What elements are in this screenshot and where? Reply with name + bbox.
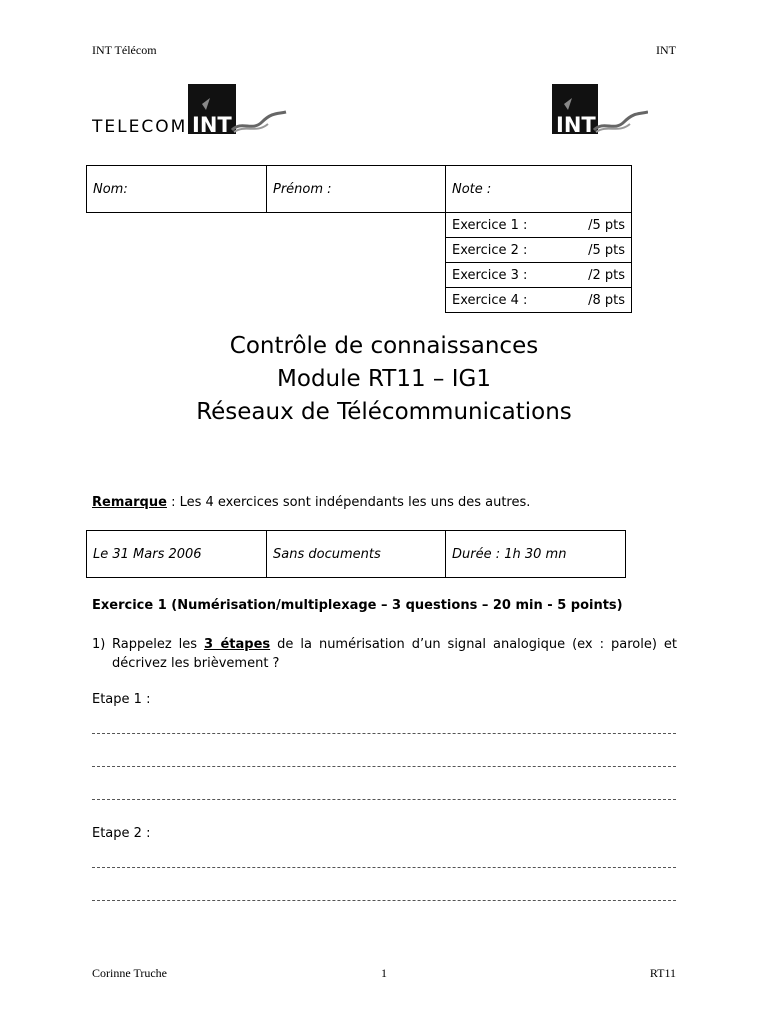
int-logo	[548, 84, 648, 136]
exercise-score-points: /8 pts	[588, 292, 625, 308]
nom-field[interactable]	[87, 166, 267, 213]
logo2-int-text: INT	[556, 113, 596, 136]
exercise-score-3[interactable]	[446, 263, 632, 288]
grade-table	[86, 165, 632, 313]
exercise-score-points: /5 pts	[588, 242, 625, 258]
prenom-label: Prénom :	[273, 181, 332, 197]
logo-telecom-text: TELECOM	[92, 117, 188, 136]
question-text-before: Rappelez les	[112, 637, 205, 652]
answer-line[interactable]	[92, 900, 676, 901]
answer-line[interactable]	[92, 799, 676, 800]
note-label: Note :	[452, 181, 492, 197]
title-line-3: Réseaux de Télécommunications	[196, 399, 572, 425]
question-number: 1)	[92, 637, 106, 652]
header-right: INT	[656, 43, 676, 57]
footer-course: RT11	[649, 966, 676, 980]
exercise-score-label: Exercice 3 :	[452, 267, 528, 283]
answer-line[interactable]	[92, 867, 676, 868]
title-line-2: Module RT11 – IG1	[277, 366, 491, 392]
exercise-score-4[interactable]	[446, 288, 632, 313]
exercise-score-points: /5 pts	[588, 217, 625, 233]
telecom-int-logo	[92, 84, 287, 136]
answer-line[interactable]	[92, 766, 676, 767]
question-emphasis: 3 étapes	[204, 637, 271, 652]
exercise-score-1[interactable]	[446, 213, 632, 238]
remark-text: : Les 4 exercices sont indépendants les uns des autres.	[166, 495, 531, 510]
question-line-2: décrivez les brièvement ?	[112, 656, 280, 671]
nom-label: Nom:	[93, 181, 128, 197]
footer-page-number: 1	[381, 966, 387, 980]
exercise-score-label: Exercice 4 :	[452, 292, 528, 308]
exam-duration: Durée : 1h 30 mn	[446, 531, 626, 578]
exercise-1-title: Exercice 1 (Numérisation/multiplexage – 3 questions – 20 min - 5 points)	[92, 598, 623, 613]
exercise-score-label: Exercice 1 :	[452, 217, 528, 233]
exercise-score-label: Exercice 2 :	[452, 242, 528, 258]
question-text-after: de la numérisation d’un signal analogique (ex : parole) et	[270, 637, 678, 652]
step-1-label: Etape 1 :	[92, 692, 151, 707]
step-2-label: Etape 2 :	[92, 826, 151, 841]
remark-label: Remarque	[92, 495, 167, 510]
question-line-1	[112, 635, 677, 654]
prenom-field[interactable]	[267, 166, 446, 213]
exercise-score-2[interactable]	[446, 238, 632, 263]
answer-line[interactable]	[92, 733, 676, 734]
question-1	[92, 635, 677, 673]
note-field[interactable]	[446, 166, 632, 213]
header-left: INT Télécom	[92, 43, 157, 57]
exam-documents: Sans documents	[267, 531, 446, 578]
logo-int-text: INT	[192, 113, 232, 136]
remark	[92, 495, 530, 510]
exam-date: Le 31 Mars 2006	[87, 531, 267, 578]
info-table	[86, 530, 626, 578]
exercise-score-points: /2 pts	[588, 267, 625, 283]
footer-author: Corinne Truche	[92, 966, 167, 980]
title-line-1: Contrôle de connaissances	[229, 333, 539, 359]
